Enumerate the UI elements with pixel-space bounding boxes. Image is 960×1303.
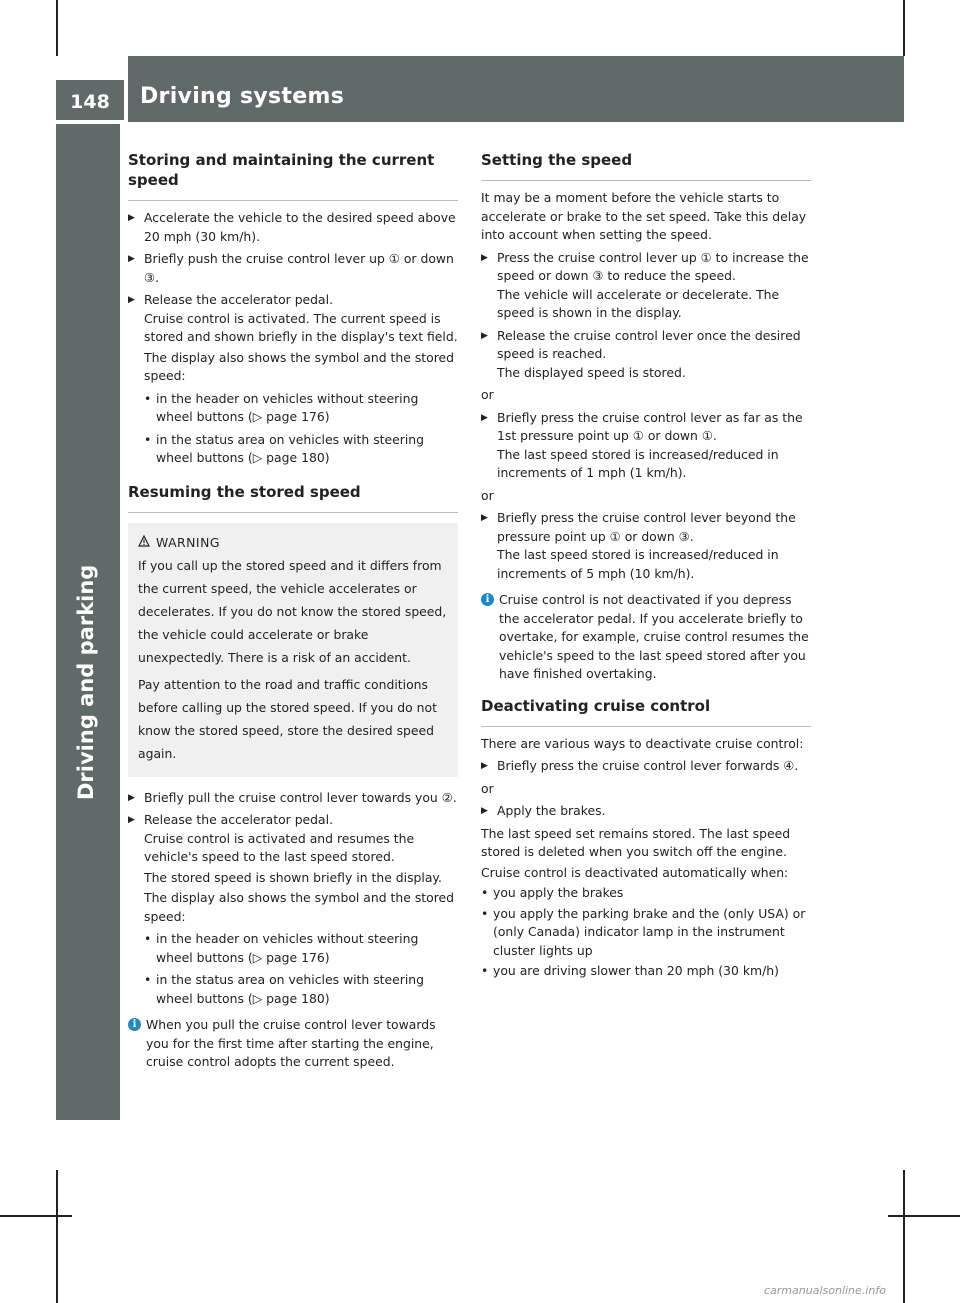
list-item: • you are driving slower than 20 mph (30 km/h) (481, 962, 811, 981)
or-text: or (481, 780, 494, 796)
crop-mark (0, 1215, 72, 1217)
step-label: ▶ Release the accelerator pedal. (144, 292, 334, 307)
step (481, 327, 811, 383)
step-label: ▶ Release the cruise control lever once the desired speed is reached. (497, 327, 801, 361)
step: ▶ Briefly pull the cruise control lever towards you ②. (128, 789, 458, 808)
step-text: The last speed stored is increased/reduced in increments of 5 mph (10 km/h). (497, 547, 779, 581)
crop-mark (888, 1215, 960, 1217)
paragraph: There are various ways to deactivate cruise control: (481, 735, 804, 751)
crop-mark (903, 0, 905, 56)
warning-box (128, 523, 458, 777)
step-text: The last speed stored is increased/reduced in increments of 1 mph (1 km/h). (497, 446, 779, 480)
crop-mark (56, 0, 58, 56)
info-icon: i (128, 1018, 141, 1031)
step (481, 509, 811, 583)
info-icon: i (481, 593, 494, 606)
heading-storing: Storing and maintaining the current speed (128, 150, 458, 201)
note-text: Cruise control is not deactivated if you depress the accelerator pedal. If you accelerate briefly to overtake, for example, cruise control resumes the vehicle's speed to the last speed stored after you have finished overtaking. (499, 592, 809, 681)
step-text: The display also shows the symbol and the stored speed: (144, 349, 455, 383)
step (128, 291, 458, 386)
heading-deactivating: Deactivating cruise control (481, 696, 811, 727)
warning-text: If you call up the stored speed and it differs from the current speed, the vehicle accelerates or decelerates. If you do not know the stored speed, the vehicle could accelerate or brake unexpectedly. There is a risk of an accident. (138, 557, 447, 665)
step-label: ▶ Press the cruise control lever up ① to increase the speed or down ③ to reduce the speed. (497, 249, 809, 283)
footer-watermark: carmanualsonline.info (764, 1284, 886, 1297)
step: ▶ Briefly push the cruise control lever up ① or down ③. (128, 250, 458, 287)
step-text: The stored speed is shown briefly in the display. (144, 869, 442, 885)
step: ▶ Accelerate the vehicle to the desired speed above 20 mph (30 km/h). (128, 209, 458, 246)
list-item: • in the header on vehicles without steering wheel buttons (▷ page 176) (128, 930, 458, 967)
list-item: • in the status area on vehicles with steering wheel buttons (▷ page 180) (128, 431, 458, 468)
step-text: The display also shows the symbol and the stored speed: (144, 890, 455, 924)
info-note (481, 591, 811, 684)
step (481, 249, 811, 323)
warning-header (138, 531, 448, 554)
warning-label: WARNING (156, 534, 220, 550)
step: ▶ Apply the brakes. (481, 802, 811, 821)
step-label: ▶ Release the accelerator pedal. (144, 812, 334, 827)
section-title: Driving systems (140, 84, 345, 109)
list-item: • you apply the brakes (481, 884, 811, 903)
step-text: The displayed speed is stored. (497, 364, 686, 380)
step-text: Cruise control is activated and resumes the vehicle's speed to the last speed stored. (144, 830, 415, 864)
page-number: 148 (56, 80, 124, 120)
or-text: or (481, 387, 494, 402)
heading-resuming: Resuming the stored speed (128, 482, 458, 513)
step-label: ▶ Briefly press the cruise control lever beyond the pressure point up ① or down ③. (497, 510, 796, 544)
right-column (481, 150, 811, 983)
step (481, 409, 811, 483)
step-text: Cruise control is activated. The current speed is stored and shown briefly in the display's text field. (144, 310, 458, 344)
header-separator (124, 56, 128, 122)
list-item: • in the status area on vehicles with steering wheel buttons (▷ page 180) (128, 971, 458, 1008)
paragraph: Cruise control is deactivated automatically when: (481, 864, 789, 880)
list-item: • in the header on vehicles without steering wheel buttons (▷ page 176) (128, 390, 458, 427)
warning-text: Pay attention to the road and traffic conditions before calling up the stored speed. If you do not know the stored speed, store the desired speed again. (138, 676, 437, 761)
step-text: The vehicle will accelerate or decelerate. The speed is shown in the display. (497, 286, 780, 320)
warning-triangle-icon (138, 535, 150, 547)
note-text: When you pull the cruise control lever towards you for the first time after starting the engine, cruise control adopts the current speed. (146, 1017, 436, 1069)
step-label: ▶ Briefly press the cruise control lever as far as the 1st pressure point up ① or down ①. (497, 409, 803, 443)
crop-mark (56, 1170, 58, 1303)
list-item: • you apply the parking brake and the (only USA) or (only Canada) indicator lamp in the instrument cluster lights up (481, 905, 811, 961)
chapter-label: Driving and parking (74, 564, 98, 800)
heading-setting: Setting the speed (481, 150, 811, 181)
paragraph: It may be a moment before the vehicle starts to accelerate or brake to the set speed. Take this delay into account when setting the speed. (481, 190, 807, 242)
step (128, 811, 458, 926)
or-text: or (481, 487, 494, 503)
paragraph: The last speed set remains stored. The last speed stored is deleted when you switch off the engine. (481, 825, 791, 859)
crop-mark (903, 1170, 905, 1303)
info-note (128, 1016, 458, 1072)
step: ▶ Briefly press the cruise control lever forwards ④. (481, 757, 811, 776)
left-column (128, 150, 458, 1084)
